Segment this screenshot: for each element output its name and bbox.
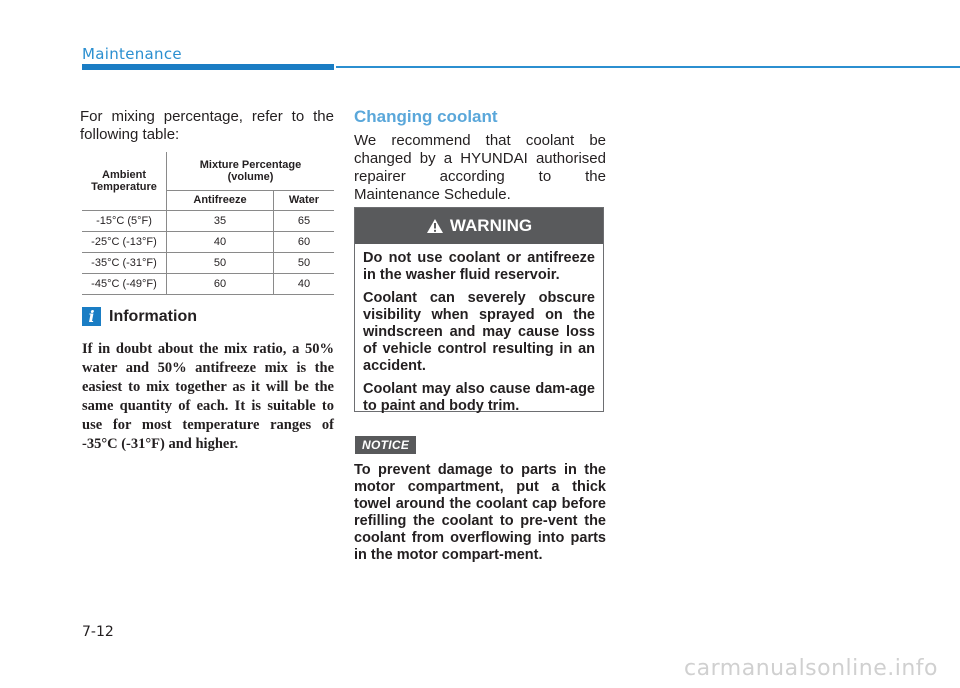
notice-label: NOTICE [355, 436, 416, 454]
watermark: carmanualsonline.info [684, 656, 938, 681]
warning-text-1: Do not use coolant or antifreeze in the washer fluid reservoir. [363, 250, 595, 283]
warning-text-3: Coolant may also cause dam-age to paint and body trim. [363, 381, 595, 414]
cell-temperature: -35°C (-31°F) [82, 252, 167, 273]
header-mixture-percentage: Mixture Percentage (volume) [167, 152, 335, 190]
page-number: 7-12 [82, 624, 114, 640]
cell-water: 65 [273, 210, 334, 231]
cell-antifreeze: 35 [167, 210, 274, 231]
information-title: Information [109, 308, 197, 325]
table-row [82, 252, 334, 273]
table-row [82, 273, 334, 294]
cell-temperature: -25°C (-13°F) [82, 231, 167, 252]
information-body: If in doubt about the mix ratio, a 50% water and 50% antifreeze mix is the easiest to mix together as it will be the same quantity of each. It is suitable to use for most temperature ranges of -35°C (-31°F) and higher. [82, 341, 334, 452]
changing-coolant-text: We recommend that coolant be changed by a HYUNDAI authorised repairer according to the Maintenance Schedule. [354, 132, 606, 203]
intro-text: For mixing percentage, refer to the following table: [80, 108, 334, 143]
cell-temperature: -45°C (-49°F) [82, 273, 167, 294]
warning-box [354, 207, 604, 412]
table-row [82, 210, 334, 231]
changing-coolant-heading: Changing coolant [354, 107, 498, 126]
notice-body: To prevent damage to parts in the motor compartment, put a thick towel around the coolant cap before refilling the coolant to pre-vent the coolant from overflowing into parts in the motor compart-ment. [354, 462, 606, 563]
header-antifreeze: Antifreeze [167, 190, 274, 210]
cell-water: 50 [273, 252, 334, 273]
mixture-table [82, 152, 334, 295]
header-water: Water [273, 190, 334, 210]
warning-header [355, 208, 603, 244]
header-rule-thin [336, 66, 960, 68]
section-title: Maintenance [82, 45, 182, 63]
cell-antifreeze: 50 [167, 252, 274, 273]
cell-water: 40 [273, 273, 334, 294]
warning-text-2: Coolant can severely obscure visibility when sprayed on the windscreen and may cause loss of vehicle control resulting in an accident. [363, 290, 595, 374]
warning-title: WARNING [449, 216, 533, 235]
cell-temperature: -15°C (5°F) [82, 210, 167, 231]
cell-water: 60 [273, 231, 334, 252]
table-row [82, 231, 334, 252]
header-ambient-temperature: Ambient Temperature [82, 152, 167, 210]
header-rule-thick [82, 64, 334, 70]
cell-antifreeze: 40 [167, 231, 274, 252]
cell-antifreeze: 60 [167, 273, 274, 294]
info-icon: i [82, 307, 101, 326]
warning-triangle-icon [426, 218, 444, 234]
